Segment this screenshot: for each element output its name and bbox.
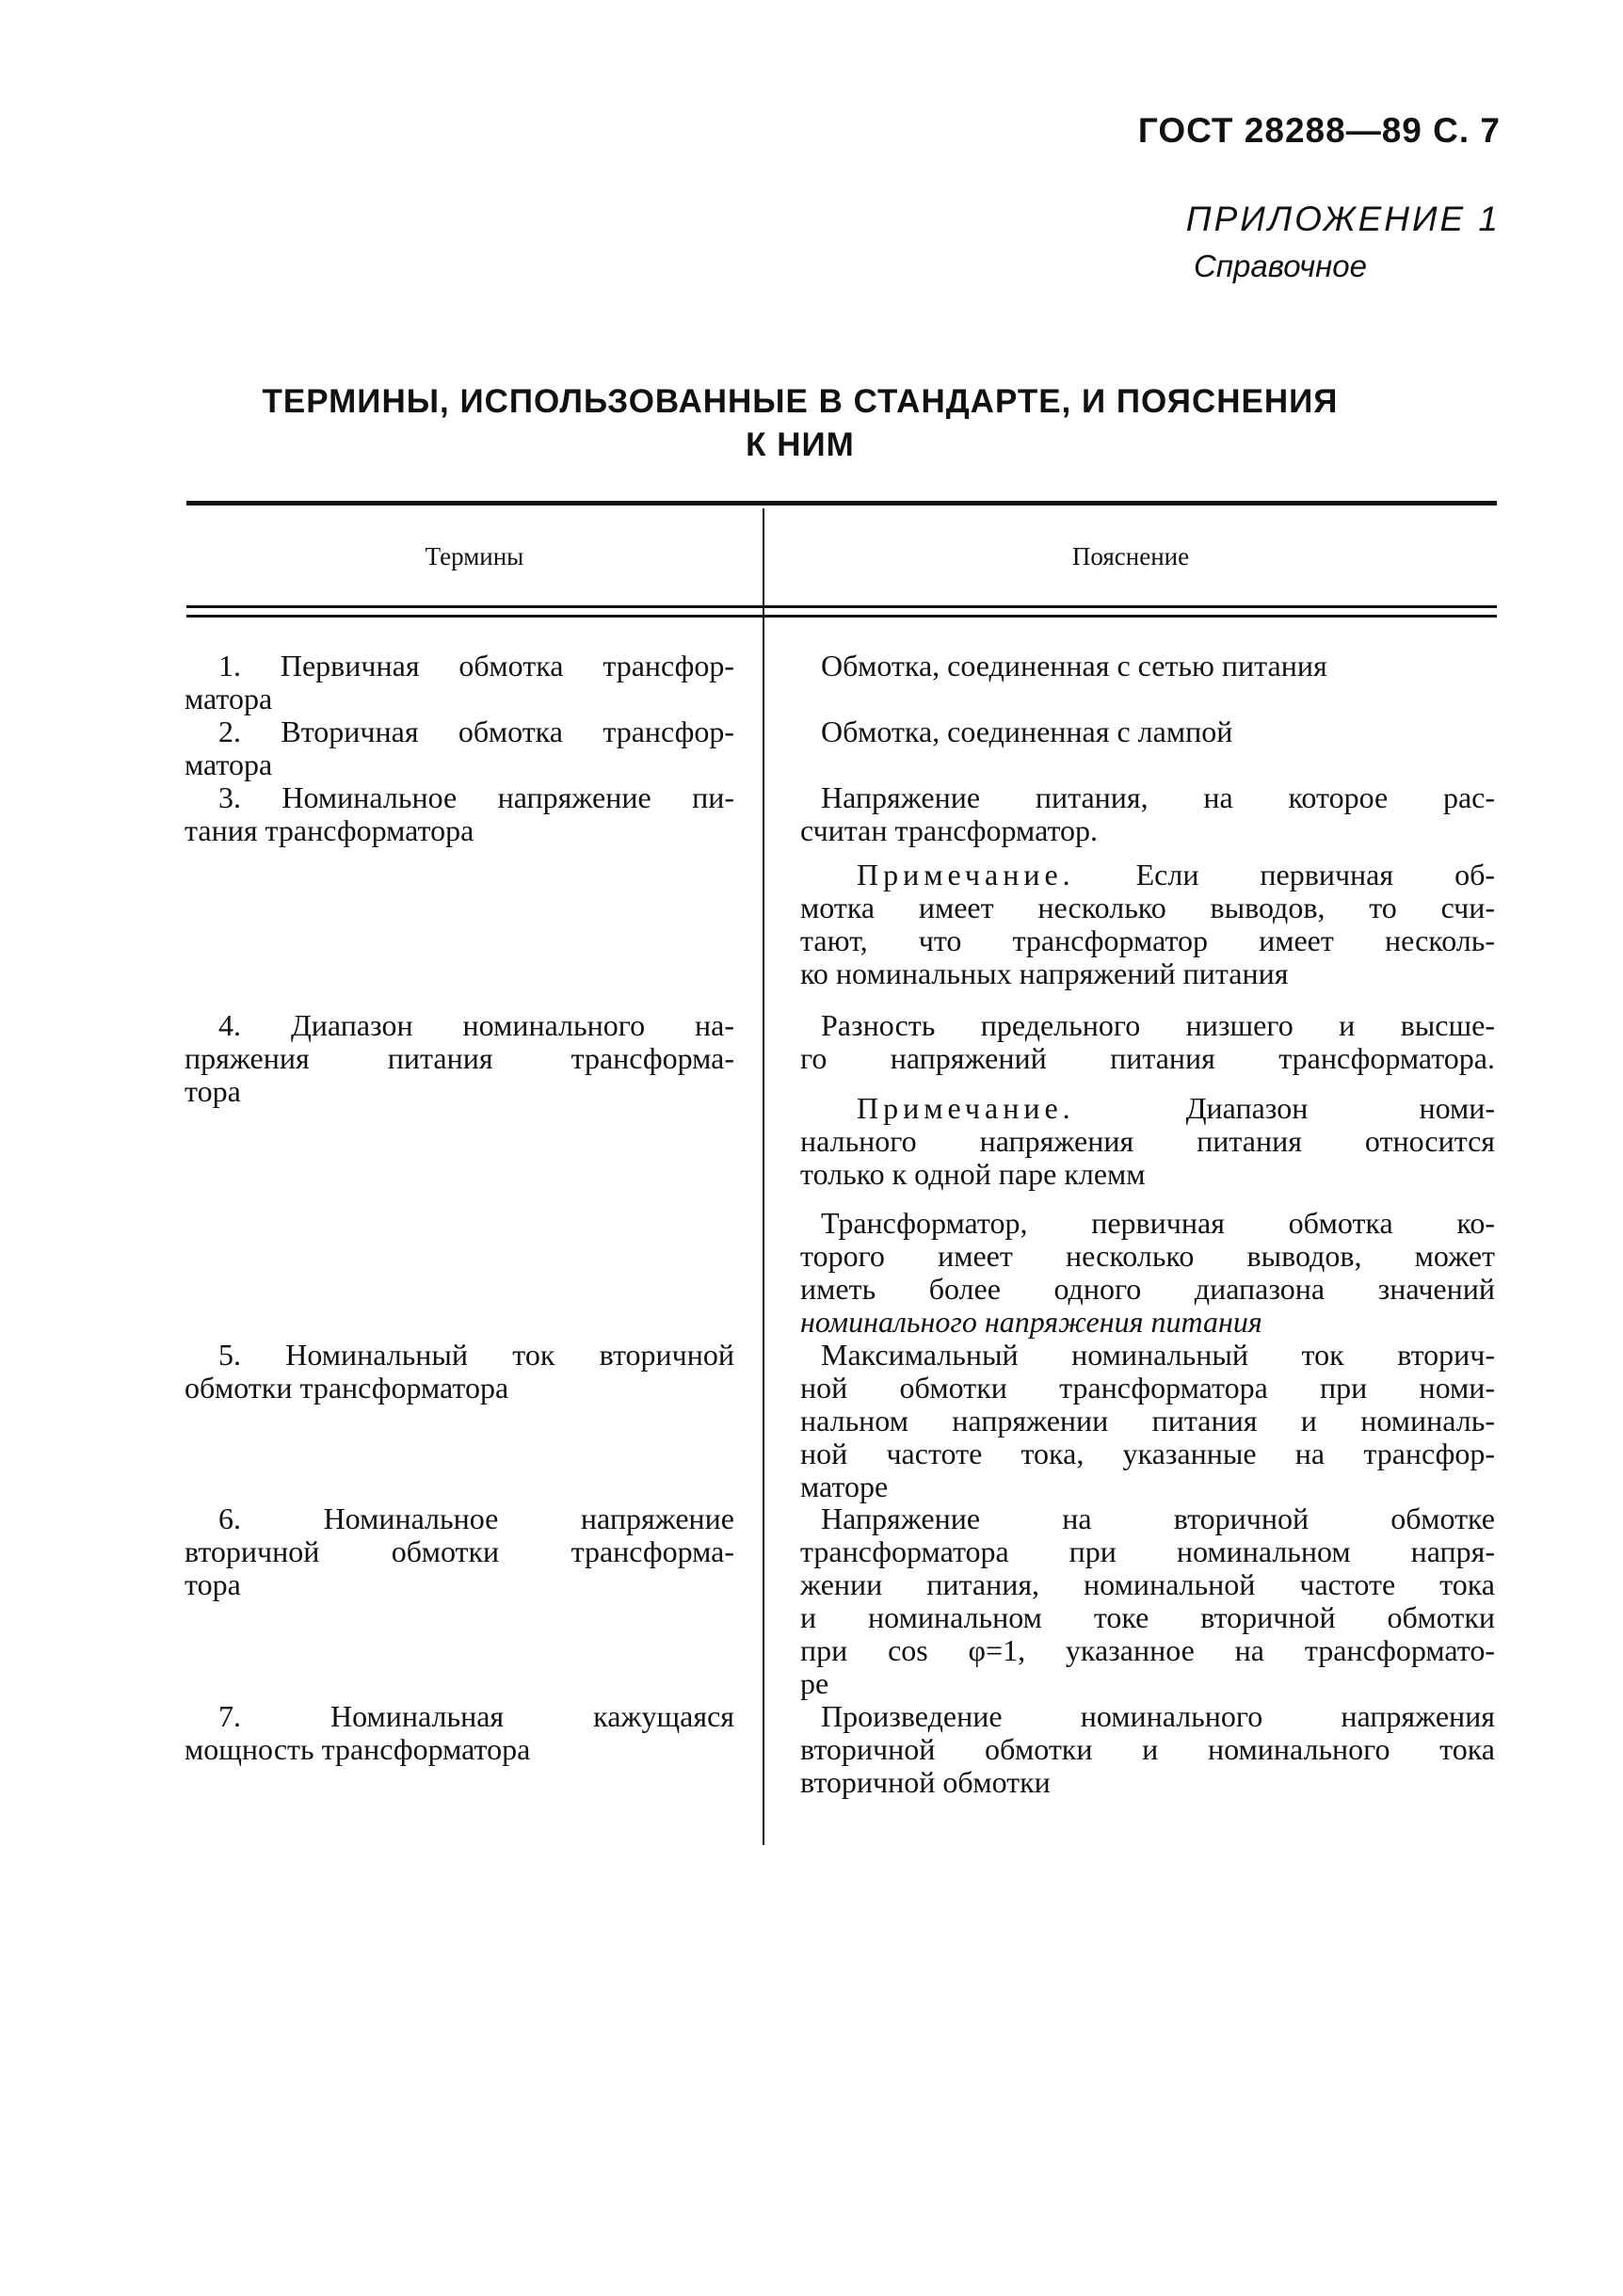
explanation-cell bbox=[800, 1009, 1495, 1075]
term-line: тора bbox=[185, 1074, 241, 1108]
term-line: 3. Номинальное напряжение пи- bbox=[218, 780, 734, 814]
explanation-line: трансформатора при номинальном напря- bbox=[800, 1534, 1495, 1568]
term-line: вторичной обмотки трансформа- bbox=[185, 1534, 734, 1568]
term-line: тора bbox=[185, 1567, 241, 1601]
term-cell bbox=[185, 650, 734, 715]
explanation-line: считан трансформатор. bbox=[800, 813, 1098, 847]
note-line: Если первичная об- bbox=[1074, 858, 1495, 891]
explanation-line: маторе bbox=[800, 1469, 889, 1503]
page-title-line-1: ТЕРМИНЫ, ИСПОЛЬЗОВАННЫЕ В СТАНДАРТЕ, И ПОЯСНЕНИЯ bbox=[262, 383, 1339, 420]
term-line: мощность трансформатора bbox=[185, 1732, 531, 1766]
term-line: 7. Номинальная кажущаяся bbox=[218, 1699, 734, 1733]
explanation-line: го напряжений питания трансформатора. bbox=[800, 1041, 1495, 1075]
term-line: 6. Номинальное напряжение bbox=[218, 1501, 734, 1535]
term-line: матора bbox=[185, 747, 273, 781]
term-line: 4. Диапазон номинального на- bbox=[218, 1008, 734, 1042]
explanation-line: Напряжение на вторичной обмотке bbox=[821, 1501, 1495, 1535]
explanation-cell bbox=[800, 1339, 1495, 1503]
term-line: 1. Первичная обмотка трансфор- bbox=[218, 649, 734, 682]
note-line: Диапазон номи- bbox=[1074, 1091, 1495, 1125]
term-cell bbox=[185, 1700, 734, 1766]
term-line: 2. Вторичная обмотка трансфор- bbox=[218, 714, 734, 748]
explanation-cell bbox=[800, 1502, 1495, 1700]
explanation-line: и номинальном токе вторичной обмотки bbox=[800, 1600, 1495, 1634]
explanation-line: Обмотка, соединенная с сетью питания bbox=[821, 649, 1327, 682]
page-title-line-2: К НИМ bbox=[746, 426, 855, 463]
explanation-line: вторичной обмотки и номинального тока bbox=[800, 1732, 1495, 1766]
term-cell bbox=[185, 1502, 734, 1601]
explanation-line: Разность предельного низшего и высше- bbox=[821, 1008, 1495, 1042]
explanation-line: торого имеет несколько выводов, может bbox=[800, 1239, 1495, 1273]
table-header-rule-2 bbox=[186, 615, 1497, 618]
note-line: мотка имеет несколько выводов, то счи- bbox=[800, 891, 1495, 924]
term-cell bbox=[185, 715, 734, 781]
explanation-line: Обмотка, соединенная с лампой bbox=[821, 714, 1233, 748]
explanation-line: номинального напряжения питания bbox=[800, 1305, 1262, 1339]
term-line: тания трансформатора bbox=[185, 813, 474, 847]
explanation-line: Произведение номинального напряжения bbox=[821, 1699, 1495, 1733]
explanation-line: ной частоте тока, указанные на трансфор- bbox=[800, 1437, 1495, 1470]
note-line: только к одной паре клемм bbox=[800, 1157, 1146, 1191]
note-line: нального напряжения питания относится bbox=[800, 1124, 1495, 1158]
term-line: матора bbox=[185, 682, 273, 715]
note-block bbox=[800, 859, 1495, 990]
explanation-cell bbox=[800, 781, 1495, 847]
table-column-divider bbox=[763, 508, 764, 1845]
explanation-line: иметь более одного диапазона значений bbox=[800, 1272, 1495, 1306]
table-top-rule bbox=[186, 501, 1497, 506]
explanation-line: жении питания, номинальной частоте тока bbox=[800, 1567, 1495, 1601]
explanation-cell bbox=[800, 715, 1495, 748]
appendix-subtitle: Справочное bbox=[1194, 249, 1368, 283]
term-cell bbox=[185, 1009, 734, 1108]
explanation-line: ре bbox=[800, 1666, 829, 1700]
explanation-line: Напряжение питания, на которое рас- bbox=[821, 780, 1495, 814]
explanation-cell bbox=[800, 1700, 1495, 1799]
explanation-line: вторичной обмотки bbox=[800, 1765, 1051, 1799]
explanation-line: при cos φ=1, указанное на трансформато- bbox=[800, 1633, 1495, 1667]
explanation-line: Трансформатор, первичная обмотка ко- bbox=[821, 1206, 1495, 1240]
note-label: Примечание. bbox=[857, 858, 1075, 891]
explanation-cell bbox=[800, 650, 1495, 682]
term-line: пряжения питания трансформа- bbox=[185, 1041, 734, 1075]
table-header-rule-1 bbox=[186, 605, 1497, 608]
document-reference: ГОСТ 28288—89 С. 7 bbox=[1137, 111, 1501, 150]
note-label: Примечание. bbox=[857, 1091, 1075, 1125]
appendix-title: ПРИЛОЖЕНИЕ 1 bbox=[1185, 200, 1501, 238]
explanation-line: нальном напряжении питания и номиналь- bbox=[800, 1404, 1495, 1437]
explanation-extra-block bbox=[800, 1207, 1495, 1339]
term-line: обмотки трансформатора bbox=[185, 1371, 509, 1405]
explanation-line: ной обмотки трансформатора при номи- bbox=[800, 1371, 1495, 1405]
term-cell bbox=[185, 781, 734, 847]
term-cell bbox=[185, 1339, 734, 1405]
page-title bbox=[188, 380, 1412, 467]
note-line: ко номинальных напряжений питания bbox=[800, 956, 1289, 990]
note-line: тают, что трансформатор имеет несколь- bbox=[800, 923, 1495, 957]
explanation-line: Максимальный номинальный ток вторич- bbox=[821, 1338, 1495, 1372]
column-header-terms: Термины bbox=[425, 542, 524, 570]
term-line: 5. Номинальный ток вторичной bbox=[218, 1338, 734, 1372]
column-header-explanation: Пояснение bbox=[1071, 542, 1190, 570]
note-block bbox=[800, 1092, 1495, 1191]
